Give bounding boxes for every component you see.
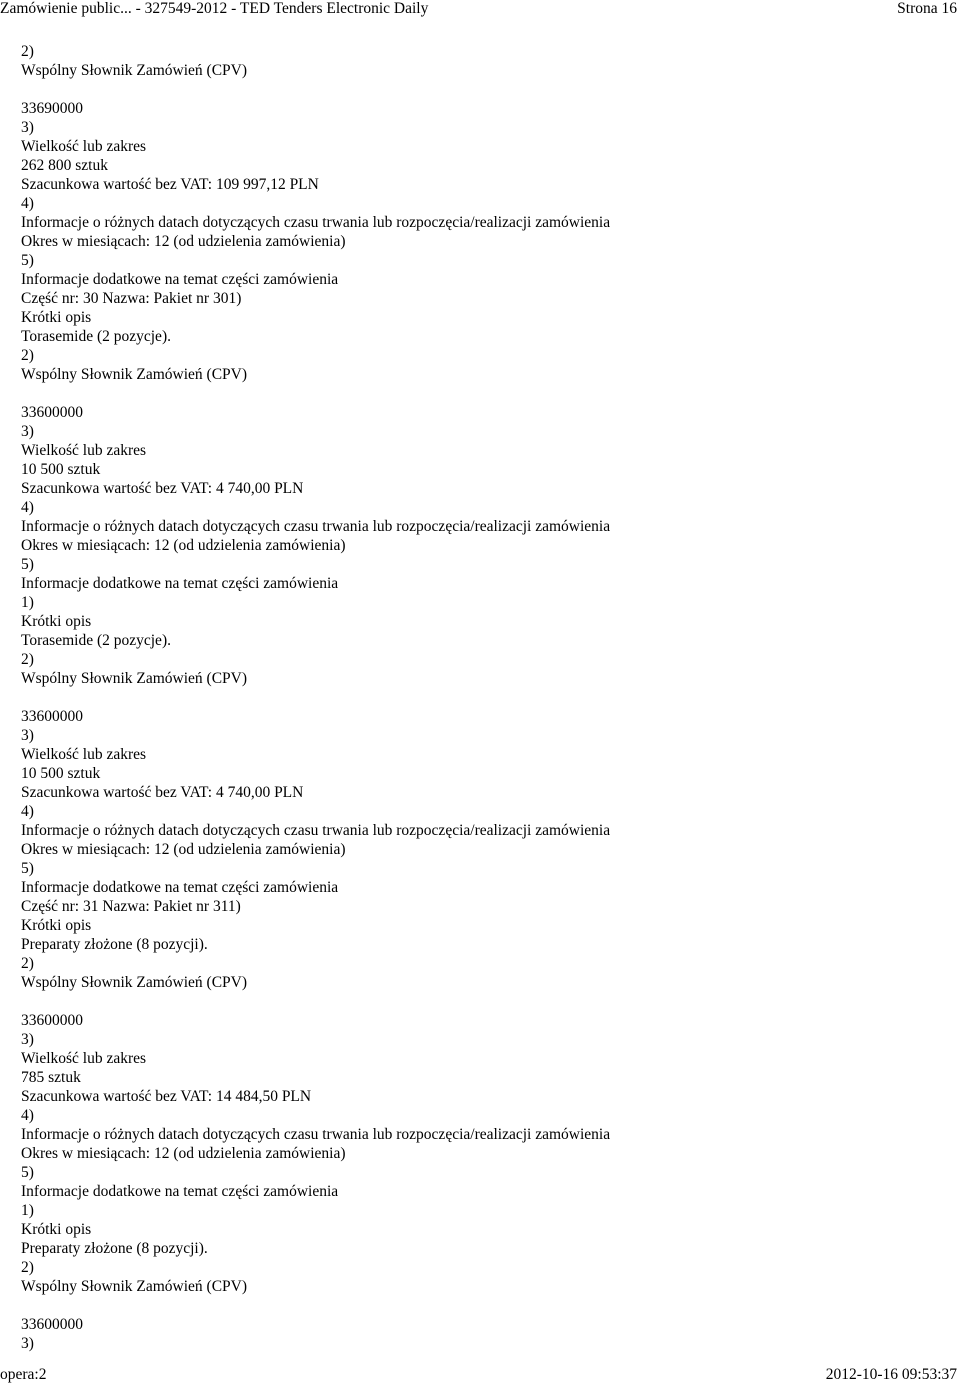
- quantity-heading: Wielkość lub zakres: [21, 442, 147, 459]
- cpv-code: 33690000: [21, 100, 83, 117]
- lot-title: Część nr: 31 Nazwa: Pakiet nr 311): [21, 898, 241, 915]
- section-number: 4): [21, 803, 34, 820]
- duration-value: Okres w miesiącach: 12 (od udzielenia zamówienia): [21, 1145, 346, 1162]
- section-number: 2): [21, 347, 34, 364]
- duration-value: Okres w miesiącach: 12 (od udzielenia zamówienia): [21, 537, 346, 554]
- section-number: 2): [21, 651, 34, 668]
- cpv-heading: Wspólny Słownik Zamówień (CPV): [21, 670, 248, 687]
- cpv-code: 33600000: [21, 708, 83, 725]
- duration-value: Okres w miesiącach: 12 (od udzielenia zamówienia): [21, 841, 346, 858]
- cpv-heading: Wspólny Słownik Zamówień (CPV): [21, 62, 248, 79]
- section-number: 1): [21, 594, 34, 611]
- page-number: Strona 16: [897, 0, 957, 17]
- quantity-value: 10 500 sztuk: [21, 461, 101, 478]
- dates-heading: Informacje o różnych datach dotyczących czasu trwania lub rozpoczęcia/realizacji zamówienia: [21, 518, 611, 535]
- section-number: 4): [21, 195, 34, 212]
- page-header-title: Zamówienie public... - 327549-2012 - TED Tenders Electronic Daily: [0, 0, 429, 17]
- quantity-value: 262 800 sztuk: [21, 157, 108, 174]
- cpv-code: 33600000: [21, 1316, 83, 1333]
- section-number: 2): [21, 1259, 34, 1276]
- section-number: 5): [21, 556, 34, 573]
- page-footer-timestamp: 2012-10-16 09:53:37: [825, 1366, 957, 1383]
- section-number: 4): [21, 499, 34, 516]
- quantity-heading: Wielkość lub zakres: [21, 138, 147, 155]
- section-number: 3): [21, 1335, 34, 1352]
- quantity-value: 785 sztuk: [21, 1069, 81, 1086]
- quantity-heading: Wielkość lub zakres: [21, 1050, 147, 1067]
- short-description-value: Torasemide (2 pozycje).: [21, 632, 171, 649]
- dates-heading: Informacje o różnych datach dotyczących czasu trwania lub rozpoczęcia/realizacji zamówienia: [21, 1126, 611, 1143]
- additional-info-heading: Informacje dodatkowe na temat części zamówienia: [21, 879, 339, 896]
- cpv-heading: Wspólny Słownik Zamówień (CPV): [21, 974, 248, 991]
- cpv-code: 33600000: [21, 404, 83, 421]
- estimated-value: Szacunkowa wartość bez VAT: 109 997,12 PLN: [21, 176, 319, 193]
- estimated-value: Szacunkowa wartość bez VAT: 4 740,00 PLN: [21, 784, 304, 801]
- short-description-value: Torasemide (2 pozycje).: [21, 328, 171, 345]
- section-number: 3): [21, 727, 34, 744]
- section-number: 5): [21, 252, 34, 269]
- cpv-heading: Wspólny Słownik Zamówień (CPV): [21, 1278, 248, 1295]
- lot-title: Część nr: 30 Nazwa: Pakiet nr 301): [21, 290, 242, 307]
- additional-info-heading: Informacje dodatkowe na temat części zamówienia: [21, 1183, 339, 1200]
- section-number: 5): [21, 1164, 34, 1181]
- cpv-code: 33600000: [21, 1012, 83, 1029]
- short-description-heading: Krótki opis: [21, 917, 92, 934]
- section-number: 1): [21, 1202, 34, 1219]
- document-body: [21, 42, 951, 1353]
- short-description-value: Preparaty złożone (8 pozycji).: [21, 936, 208, 953]
- estimated-value: Szacunkowa wartość bez VAT: 4 740,00 PLN: [21, 480, 304, 497]
- short-description-heading: Krótki opis: [21, 1221, 92, 1238]
- section-number: 2): [21, 955, 34, 972]
- section-number: 4): [21, 1107, 34, 1124]
- short-description-heading: Krótki opis: [21, 309, 92, 326]
- estimated-value: Szacunkowa wartość bez VAT: 14 484,50 PLN: [21, 1088, 312, 1105]
- section-number: 3): [21, 423, 34, 440]
- section-number: 3): [21, 1031, 34, 1048]
- dates-heading: Informacje o różnych datach dotyczących czasu trwania lub rozpoczęcia/realizacji zamówienia: [21, 214, 611, 231]
- quantity-value: 10 500 sztuk: [21, 765, 101, 782]
- section-number: 2): [21, 43, 34, 60]
- dates-heading: Informacje o różnych datach dotyczących czasu trwania lub rozpoczęcia/realizacji zamówienia: [21, 822, 611, 839]
- additional-info-heading: Informacje dodatkowe na temat części zamówienia: [21, 575, 339, 592]
- page-footer-source: opera:2: [0, 1366, 47, 1383]
- additional-info-heading: Informacje dodatkowe na temat części zamówienia: [21, 271, 339, 288]
- short-description-value: Preparaty złożone (8 pozycji).: [21, 1240, 208, 1257]
- cpv-heading: Wspólny Słownik Zamówień (CPV): [21, 366, 248, 383]
- section-number: 3): [21, 119, 34, 136]
- duration-value: Okres w miesiącach: 12 (od udzielenia zamówienia): [21, 233, 346, 250]
- quantity-heading: Wielkość lub zakres: [21, 746, 147, 763]
- section-number: 5): [21, 860, 34, 877]
- short-description-heading: Krótki opis: [21, 613, 92, 630]
